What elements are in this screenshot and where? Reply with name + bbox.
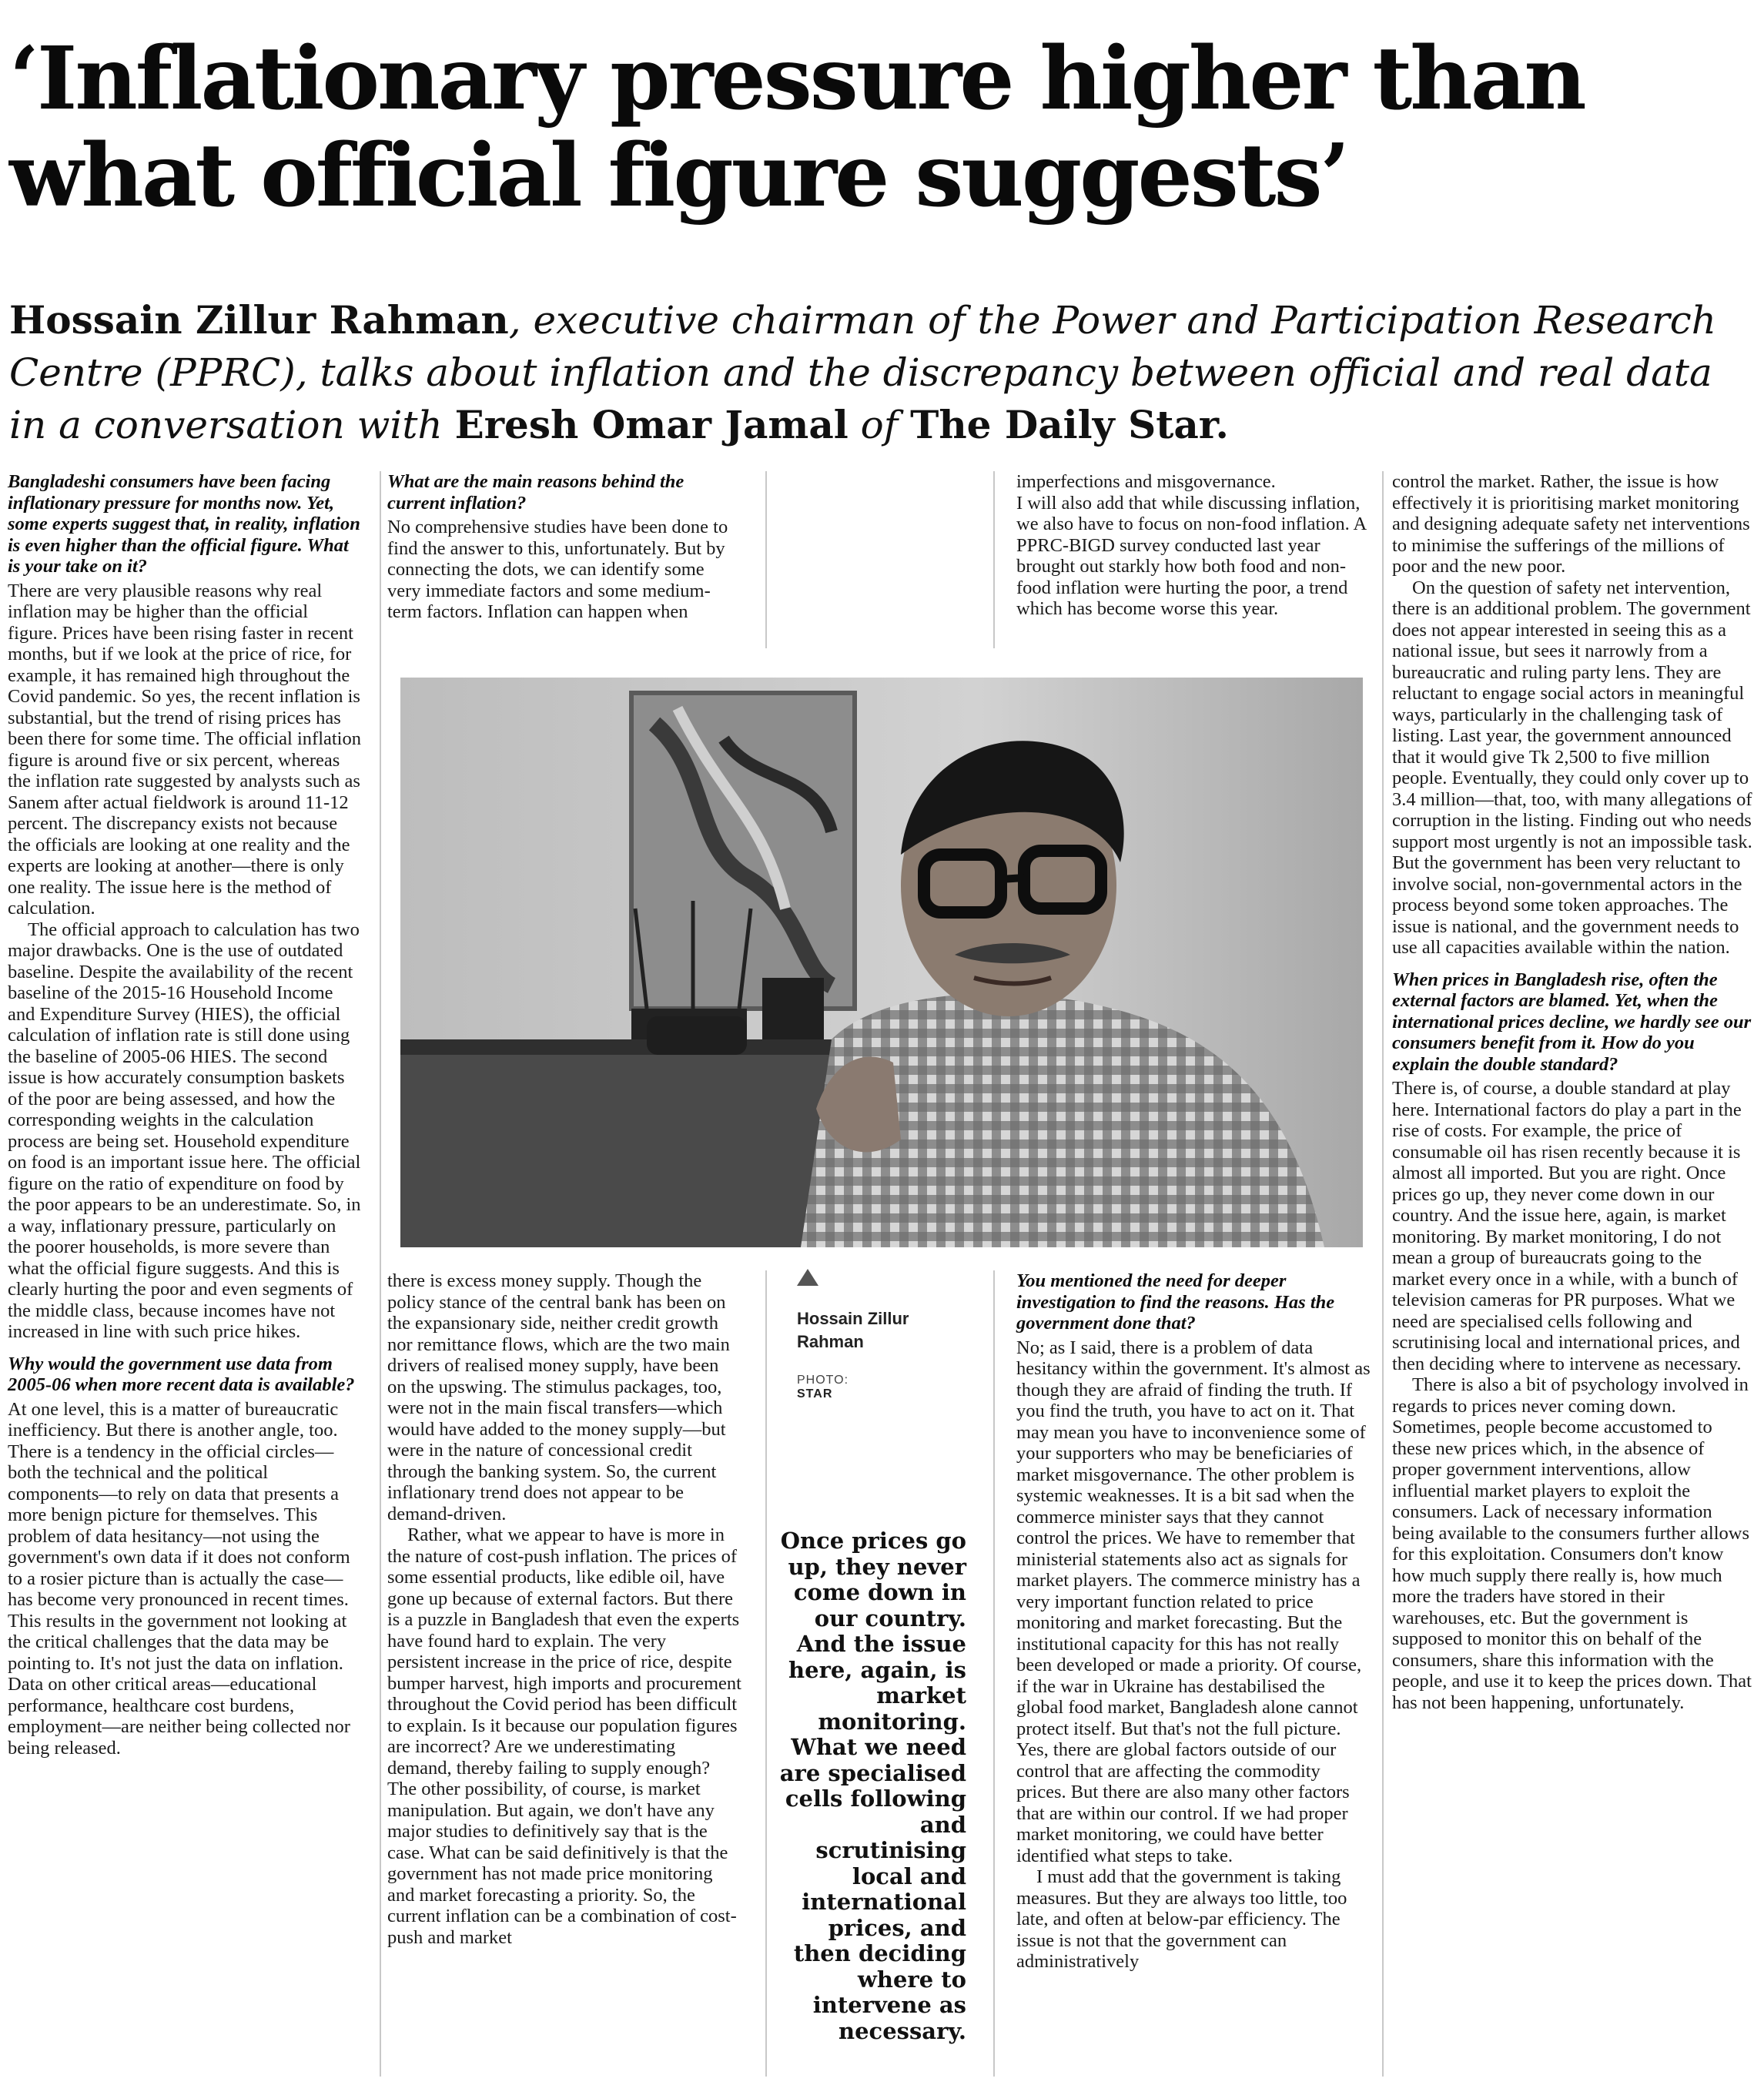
standfirst [9, 294, 1757, 451]
article-column-1 [8, 471, 362, 1759]
answer-1-paragraph-1: There are very plausible reasons why real inflation may be higher than the official figure. Prices have been rising faster in recent months, but if we look at the price of rice, for example, it has remained high throughout the Covid pandemic. So yes, the recent inflation is substantial, but the trend of rising prices has been there for some time. The official inflation figure is around five or six percent, whereas the inflation rate suggested by analysts such as Sanem after actual fieldwork is around 11-12 percent. The discrepancy exists not because the officials are looking at one reality and the experts are looking at another—there is only one reality. The issue here is the method of calculation. [8, 580, 361, 919]
column-rule-6 [1382, 471, 1384, 2077]
column-rule-4 [993, 471, 995, 648]
headline [9, 28, 1757, 226]
column-rule-1 [380, 471, 381, 2077]
portrait-illustration [400, 678, 1363, 1247]
caption-photo-label: PHOTO: [797, 1374, 849, 1387]
article-column-3-top [1016, 471, 1371, 620]
answer-5-paragraph-2: There is also a bit of psychology involved in regards to prices never coming down. Sometimes, people become accustomed to these new prices which, in the absence of proper government interventions, allow influential market players to exploit the consumers. Lack of necessary information being available to the consumers further allows for this exploitation. Consumers don't know how much supply there really is, how much more the traders have stored in their warehouses, etc. But the government is supposed to monitor this on behalf of the consumers, share this information with the people, and use it to keep the prices down. That has not been happening, unfortunately. [1392, 1374, 1752, 1713]
caption-name: Hossain Zillur Rahman [797, 1309, 909, 1351]
headline-line-2: what official figure suggests’ [9, 126, 1348, 226]
answer-5-paragraph-1: There is, of course, a double standard at play here. International factors do play a part in the rise of costs. For example, the price of consumable oil has risen recently because it is almost all imported. But you are right. Once prices go up, they never come down in our country. And the issue here, again, is market monitoring. By market monitoring, I do not mean a group of bureaucrats going to the market every once in a while, with a bunch of television cameras for PR purposes. What we need are specialised cells following and scrutinising local and international prices, and then deciding where to intervene as necessary. [1392, 1078, 1742, 1374]
question-1: Bangladeshi consumers have been facing inflationary pressure for months now. Yet, some experts suggest that, in reality, inflation is even higher than the official figure. What is your take on it? [8, 471, 360, 577]
answer-3-start: No comprehensive studies have been done to find the answer to this, unfortunately. But by connecting the dots, we can identify some very immediate factors and some medium-term factors. Inflation can happen when [387, 517, 728, 622]
article-column-4 [1392, 471, 1754, 1713]
question-2: Why would the government use data from 2005-06 when more recent data is available? [8, 1353, 355, 1395]
question-4: You mentioned the need for deeper investigation to find the reasons. Has the government done that? [1016, 1270, 1335, 1334]
caption-photo-credit: STAR [797, 1387, 833, 1401]
column-rule-5 [993, 1270, 995, 2077]
answer-1-paragraph-2: The official approach to calculation has two major drawbacks. One is the use of outdated baseline. Despite the availability of the recent baseline of the 2015-16 Household Income and Expenditure Survey (HIES), the official calculation of inflation rate is still done using the baseline of 2005-06 HIES. The second issue is how accurately consumption baskets of the poor are being assessed, and how the corresponding weights in the calculation process are being set. Household expenditure on food is an important issue here. The official figure on the ratio of expenditure on food by the poor appears to be an underestimate. So, in a way, inflationary pressure, particularly on the poorer households, is more severe than what the official figure suggests. And this is clearly hurting the poor and even segments of the middle class, because incomes have not increased in line with such price hikes. [8, 919, 361, 1342]
answer-3-paragraph-2: there is excess money supply. Though the policy stance of the central bank has been on the expansionary side, neither credit growth nor remittance flows, which are the two main drivers of realised money supply, have been on the upswing. The stimulus packages, too, were not in the main fiscal transfers—which would have added to the money supply—but were in the nature of concessional credit through the banking system. So, the current inflationary trend does not appear to be demand-driven. [387, 1270, 730, 1524]
photo-caption [797, 1269, 989, 1401]
standfirst-text-1: , executive chairman of the Power and Participation Research Centre (PPRC), talks about inflation and the discrepancy between official and real data in a conversation with [9, 298, 1716, 447]
standfirst-person: Hossain Zillur Rahman [9, 297, 509, 343]
article-column-2-top [387, 471, 741, 623]
standfirst-publication: The Daily Star. [910, 402, 1229, 447]
answer-3-paragraph-3: Rather, what we appear to have is more in the nature of cost-push inflation. The prices of some essential products, like edible oil, have gone up because of external factors. But there is a puzzle in Bangladesh that even the experts have found hard to explain. The very persistent increase in the price of rice, despite bumper harvest, high imports and procurement throughout the Covid period has been difficult to explain. Is it because our population figures are incorrect? Are we underestimating demand, thereby failing to supply enough? The other possibility, of course, is market manipulation. But again, we don't have any major studies to definitively say that is the case. What can be said definitively is that the government has not made price monitoring and market forecasting a priority. So, the current inflation can be a combination of cost-push and market [387, 1524, 741, 1948]
portrait-photo [400, 678, 1363, 1247]
answer-4-paragraph-3: control the market. Rather, the issue is how effectively it is prioritising market monitoring and designing adequate safety net interventions to minimise the sufferings of the millions of poor and the new poor. [1392, 471, 1750, 577]
answer-4-paragraph-1: No; as I said, there is a problem of data hesitancy within the government. It's almost as though they are afraid of finding the truth. If you find the truth, you have to act on it. That may mean you have to inconvenience some of your supporters who may be beneficiaries of market misgovernance. The other problem is systemic weaknesses. It is a bit sad when the commerce minister says that they cannot control the prices. We have to remember that ministerial statements also act as signals for market players. The commerce ministry has a very important function related to price monitoring and market forecasting. But the institutional capacity for this has not really been developed or made a priority. Of course, if the war in Ukraine has destabilised the global food market, Bangladesh alone cannot protect itself. But that's not the full picture. Yes, there are global factors outside of our control that are affecting the commodity prices. But there are also many other factors that are within our control. If we had proper market monitoring, we could have better identified what steps to take. [1016, 1337, 1371, 1866]
answer-3-continued-1: imperfections and misgovernance. [1016, 471, 1276, 492]
caption-triangle-icon [797, 1269, 818, 1286]
headline-line-1: ‘Inflationary pressure higher than [9, 28, 1585, 129]
standfirst-interviewer: Eresh Omar Jamal [454, 402, 849, 447]
answer-3-continued-2: I will also add that while discussing inflation, we also have to focus on non-food inflation. A PPRC-BIGD survey conducted last year brought out starkly how both food and non-food inflation were hurting the poor, a trend which has become worse this year. [1016, 492, 1366, 619]
answer-4-paragraph-4: On the question of safety net intervention, there is an additional problem. The government does not appear interested in seeing this as a national issue, but sees it narrowly from a bureaucratic and ruling party lens. They are reluctant to engage social actors in meaningful ways, particularly in the challenging task of listing. Last year, the government announced that it would give Tk 2,500 to five million people. Eventually, they could only cover up to 3.4 million—that, too, with many allegations of corruption in the listing. Finding out who needs support most urgently is not an impossible task. But the government has been very reluctant to involve social, non-governmental actors in the process beyond some token approaches. The issue is national, and the government needs to use all capacities available within the nation. [1392, 577, 1752, 958]
standfirst-text-2: of [848, 403, 911, 447]
answer-2: At one level, this is a matter of bureaucratic inefficiency. But there is another angle, too. There is a tendency in the official circles—both the technical and the political components—to rely on data that presents a more benign picture for themselves. This problem of data hesitancy—not using the government's own data if it does not conform to a rosier picture than is actually the case—has become very pronounced in recent times. This results in the government not looking at the critical challenges that the data may be pointing to. It's not just the data on inflation. Data on other critical areas—educational performance, healthcare cost burdens, employment—are neither being collected nor being released. [8, 1398, 350, 1759]
column-rule-2 [765, 471, 767, 648]
question-3: What are the main reasons behind the current inflation? [387, 471, 685, 514]
column-rule-3 [765, 1270, 767, 2077]
article-column-2-bottom [387, 1270, 741, 1948]
answer-4-paragraph-2: I must add that the government is taking measures. But they are always too little, too late, and often at below-par efficiency. The issue is not that the government can administratively [1016, 1866, 1347, 1972]
pull-quote: Once prices go up, they never come down in our country. And the issue here, again, is market monitoring. What we need are specialised cells following and scrutinising local and international prices, and then deciding where to intervene as necessary. [779, 1528, 966, 2044]
question-5: When prices in Bangladesh rise, often the external factors are blamed. Yet, when the international prices decline, we hardly see our consumers benefit from it. How do you explain the double standard? [1392, 969, 1752, 1075]
article-column-3-bottom [1016, 1270, 1371, 1973]
